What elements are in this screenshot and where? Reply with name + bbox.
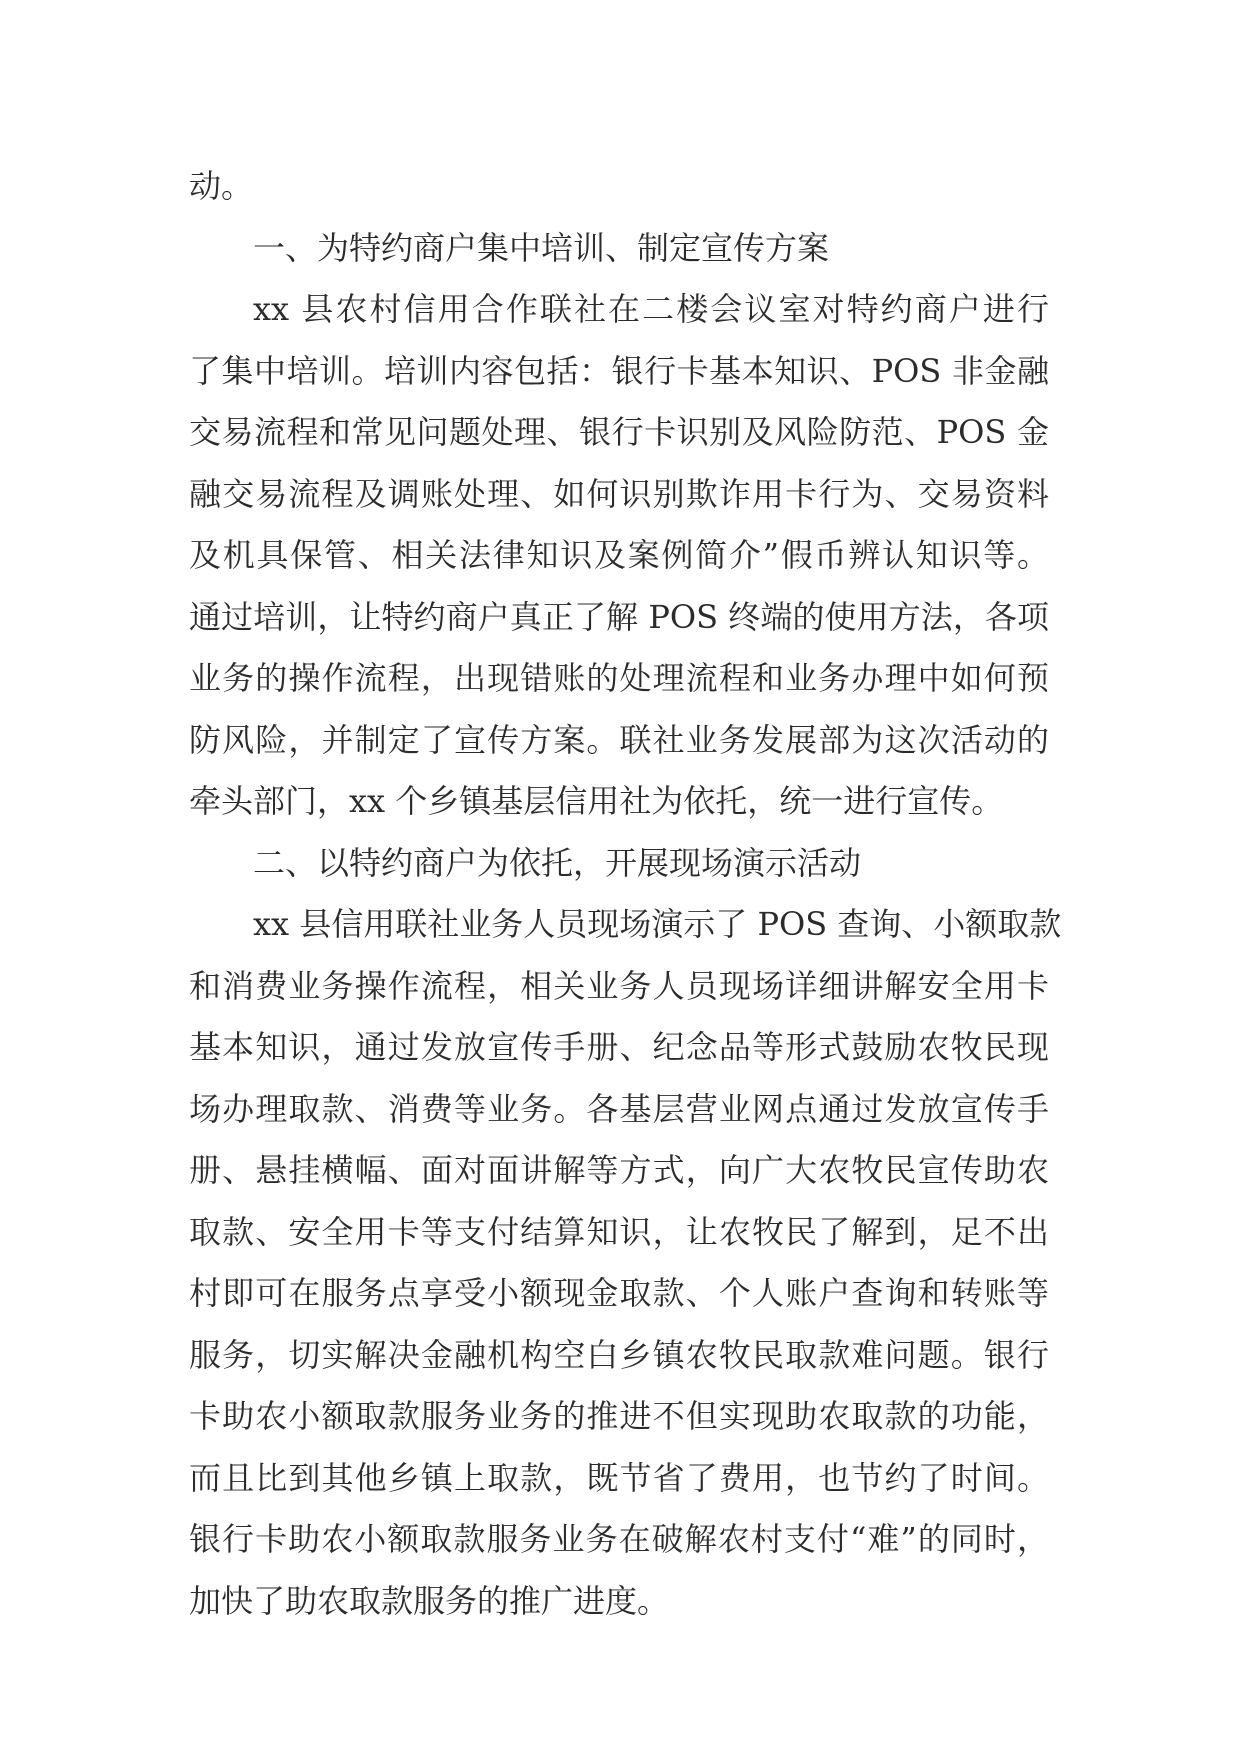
paragraph-line: 村即可在服务点享受小额现金取款、个人账户查询和转账等 bbox=[189, 1274, 1049, 1312]
section-heading-2: 二、以特约商户为依托，开展现场演示活动 bbox=[253, 843, 862, 882]
paragraph-line: 卡助农小额取款服务业务的推进不但实现助农取款的功能， bbox=[189, 1397, 1049, 1435]
paragraph-line: 场办理取款、消费等业务。各基层营业网点通过发放宣传手 bbox=[189, 1089, 1049, 1128]
paragraph-line: 取款、安全用卡等支付结算知识，让农牧民了解到，足不出 bbox=[189, 1212, 1049, 1251]
section-heading-1: 一、为特约商户集中培训、制定宣传方案 bbox=[253, 228, 830, 267]
paragraph-line: 及机具保管、相关法律知识及案例简介”假币辨认知识等。 bbox=[189, 536, 1049, 574]
paragraph-line: 而且比到其他乡镇上取款，既节省了费用，也节约了时间。 bbox=[189, 1458, 1049, 1497]
paragraph-line: 和消费业务操作流程，相关业务人员现场详细讲解安全用卡 bbox=[189, 966, 1049, 1005]
paragraph-line: 册、悬挂横幅、面对面讲解等方式，向广大农牧民宣传助农 bbox=[189, 1151, 1049, 1189]
paragraph-line: 了集中培训。培训内容包括：银行卡基本知识、POS 非金融 bbox=[189, 351, 1049, 390]
paragraph-line: 基本知识，通过发放宣传手册、纪念品等形式鼓励农牧民现 bbox=[189, 1028, 1049, 1066]
paragraph-line: 服务，切实解决金融机构空白乡镇农牧民取款难问题。银行 bbox=[189, 1335, 1049, 1374]
document-body bbox=[189, 156, 1062, 1632]
paragraph-line: 加快了助农取款服务的推广进度。 bbox=[189, 1581, 670, 1620]
paragraph-line: 业务的操作流程，出现错账的处理流程和业务办理中如何预 bbox=[189, 659, 1049, 697]
paragraph-line: 动。 bbox=[189, 167, 254, 205]
paragraph-line: 银行卡助农小额取款服务业务在破解农村支付“难”的同时， bbox=[189, 1520, 1049, 1558]
paragraph-line: 通过培训，让特约商户真正了解 POS 终端的使用方法，各项 bbox=[189, 597, 1049, 636]
paragraph-line: 融交易流程及调账处理、如何识别欺诈用卡行为、交易资料 bbox=[189, 474, 1049, 513]
paragraph-line: 交易流程和常见问题处理、银行卡识别及风险防范、POS 金 bbox=[189, 413, 1049, 451]
paragraph-line: 防风险，并制定了宣传方案。联社业务发展部为这次活动的 bbox=[189, 720, 1049, 759]
paragraph-line: xx 县农村信用合作联社在二楼会议室对特约商户进行 bbox=[253, 290, 1049, 328]
paragraph-line: 牵头部门，xx 个乡镇基层信用社为依托，统一进行宣传。 bbox=[189, 782, 1004, 820]
paragraph-line: xx 县信用联社业务人员现场演示了 POS 查询、小额取款 bbox=[253, 905, 1062, 943]
